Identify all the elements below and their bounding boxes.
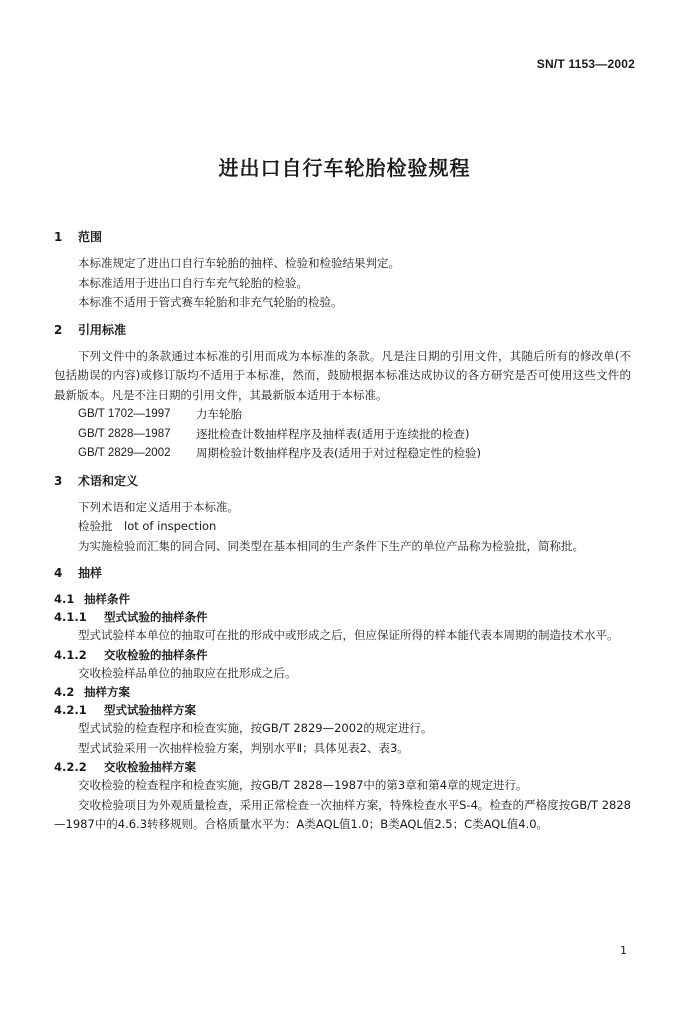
standard-code: SN/T 1153—2002 [536, 57, 635, 71]
document-body [54, 228, 631, 835]
reference-item: GB/T 1702—1997 力车轮胎 [78, 407, 242, 421]
section-4-2-heading: 4.2 抽样方案 [54, 685, 130, 699]
section-4-2-1-heading: 4.2.1 型式试验抽样方案 [54, 703, 196, 717]
s3-definition: 为实施检验而汇集的同合同、同类型在基本相同的生产条件下生产的单位产品称为检验批，简称批。 [78, 538, 584, 553]
s421-text-1: 型式试验的检查程序和检查实施，按GB/T 2829—2002的规定进行。 [78, 721, 433, 735]
reference-item: GB/T 2829—2002 周期检验计数抽样程序及表(适用于对过程稳定性的检验) [78, 446, 481, 460]
section-4-2-2-heading: 4.2.2 交收检验抽样方案 [54, 760, 196, 774]
s1-paragraph-2: 本标准适用于进出口自行车充气轮胎的检验。 [78, 275, 308, 290]
s3-intro: 下列术语和定义适用于本标准。 [78, 499, 239, 514]
section-4-1-2-heading: 4.1.2 交收检验的抽样条件 [54, 647, 208, 662]
s2-intro: 下列文件中的条款通过本标准的引用而成为本标准的条款。凡是注日期的引用文件，其随后所有的修改单(不包括勘误的内容)或修订版均不适用于本标准，然而，鼓励根据本标准达成协议的各方研究是否可使用这些文件的最新版本。凡是不注日期的引用文件，其最新版本适用于本标准。 [54, 348, 631, 402]
s1-paragraph-3: 本标准不适用于管式赛车轮胎和非充气轮胎的检验。 [78, 295, 343, 309]
section-4-heading: 4 抽样 [54, 566, 103, 580]
document-title: 进出口自行车轮胎检验规程 [218, 156, 471, 180]
page-number: 1 [620, 944, 627, 957]
s421-text-2: 型式试验采用一次抽样检验方案，判别水平Ⅱ；具体见表2、表3。 [78, 740, 409, 755]
s1-paragraph-1: 本标准规定了进出口自行车轮胎的抽样、检验和检验结果判定。 [78, 256, 400, 270]
section-4-1-heading: 4.1 抽样条件 [54, 592, 130, 606]
s411-text: 型式试验样本单位的抽取可在批的形成中或形成之后，但应保证所得的样本能代表本周期的制造技术水平。 [78, 628, 619, 642]
reference-item: GB/T 2828—1987 逐批检查计数抽样程序及抽样表(适用于连续批的检查) [78, 426, 470, 441]
s422-text-2: 交收检验项目为外观质量检查，采用正常检查一次抽样方案，特殊检查水平S-4。检查的严格度按GB/T 2828—1987中的4.6.3转移规则。合格质量水平为：A类AQL值1.0；B类AQL值2.5；C类AQL值4.0。 [54, 797, 631, 831]
section-3-heading: 3 术语和定义 [54, 473, 139, 488]
section-4-1-1-heading: 4.1.1 型式试验的抽样条件 [54, 610, 208, 624]
s3-term: 检验批 lot of inspection [78, 519, 217, 533]
section-1-heading: 1 范围 [54, 230, 103, 244]
section-2-heading: 2 引用标准 [54, 322, 127, 337]
s412-text: 交收检验样品单位的抽取应在批形成之后。 [78, 665, 297, 680]
s422-text-1: 交收检验的检查程序和检查实施，按GB/T 2828—1987中的第3章和第4章的规定进行。 [78, 778, 528, 792]
